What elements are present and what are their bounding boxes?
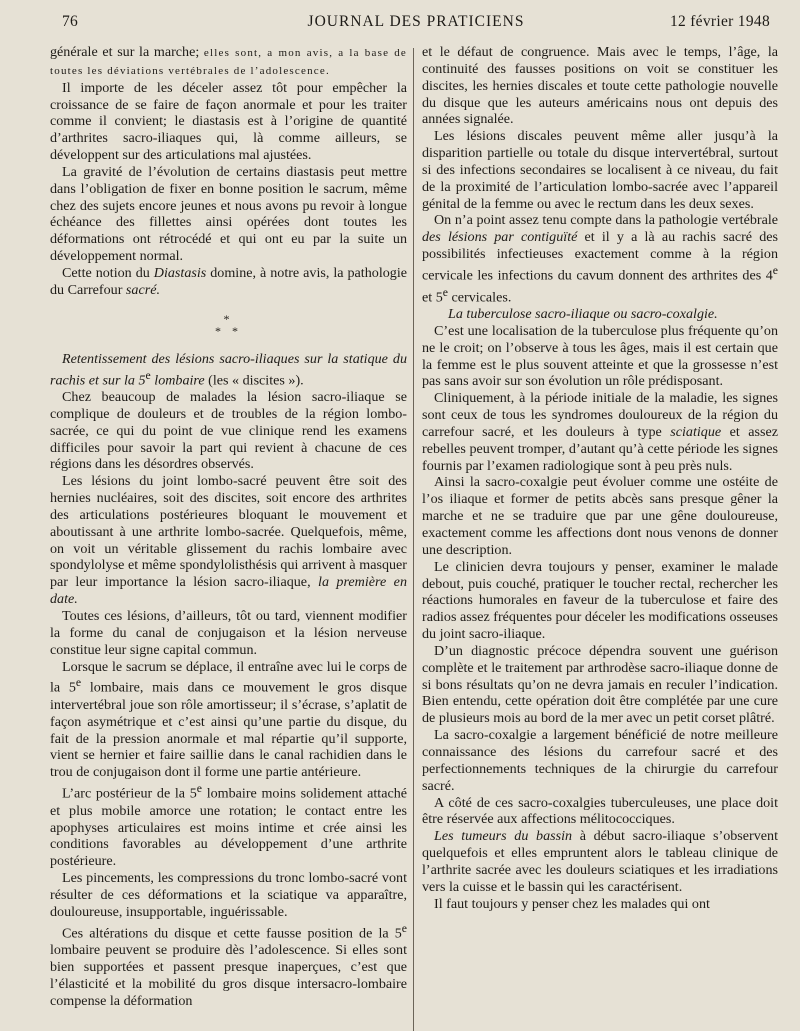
paragraph: Lorsque le sacrum se déplace, il entraîne avec lui le corps de la 5e lombaire, mais dans ce mouvement le gros disque intervertébral joue son rôle amortisseur; il s’écrase, s’aplatit de façon asymétrique et c’est ainsi qu’une partie du disque, du fait de la pression anormale et mal répartie qu’il supporte, vient se hernier et faire saillie dans le canal rachidien dans le trou de conjugaison dont il forme une partie antérieure.	[50, 658, 407, 781]
section-title: Retentissement des lésions sacro-iliaques sur la statique du rachis et sur la 5e lombaire (les « discites »).	[50, 350, 407, 389]
paragraph: C’est une localisation de la tuberculose plus fréquente qu’on ne le croit; on l’observe à tous les âges, mais il est certain que la femme est le plus souvent atteinte et que la grossesse n’est pas sans avoir sur son évolution un rôle prédisposant.	[422, 322, 778, 390]
paragraph: A côté de ces sacro-coxalgies tuberculeuses, une place doit être réservée aux affections mélitococciques.	[422, 794, 778, 828]
section-title: La tuberculose sacro-iliaque ou sacro-coxalgie.	[448, 306, 718, 323]
paragraph: Les pincements, les compressions du tronc lombo-sacré vont résulter de ces déformations et la sciatique va apparaître, douloureuse, insupportable, inguérissable.	[50, 870, 407, 920]
paragraph: Les lésions discales peuvent même aller jusqu’à la disparition partielle ou totale du disque intervertébral, surtout si des infections secondaires se localisent à ce niveau, du fait de la proximité de l’articulation lombo-sacrée avec l’appareil génital de la femme ou avec le rectum dans les deux sexes.	[422, 128, 778, 212]
paragraph: Toutes ces lésions, d’ailleurs, tôt ou tard, viennent modifier la forme du canal de conjugaison et la lésion nerveuse constitue leur signe capital commun.	[50, 608, 407, 658]
column-divider	[413, 48, 414, 1031]
section-separator-asterisks: * * *	[215, 311, 242, 338]
paragraph: Les tumeurs du bassin à début sacro-iliaque s’observent quelquefois et elles empruntent alors le tableau clinique de l’arthrite sacrée avec les douleurs sciatiques et les irradiations vers la cuisse et le bassin qui les caractérisent.	[422, 828, 778, 895]
paragraph: Il importe de les déceler assez tôt pour empêcher la croissance de se faire de façon anormale et pour les traiter comme il convient; le diastasis est à l’origine de quantité d’arthrites sacro-iliaques qui, là comme ailleurs, se développent sur des articulations mal ajustées.	[50, 79, 407, 164]
paragraph: Chez beaucoup de malades la lésion sacro-iliaque se complique de douleurs et de troubles de la région lombo-sacrée, ce qui du point de vue clinique rend les examens difficiles pour savoir la part qui revient à chacune de ces régions dans les désordres observés.	[50, 389, 407, 473]
paragraph: Ces altérations du disque et cette fausse position de la 5e lombaire peuvent se produire dès l’adolescence. Si elles sont bien supportées et passent presque inaperçues, c’est que l’élasticité et la mobilité du gros disque intersacro-lombaire compense la déformation	[50, 921, 407, 1009]
paragraph: D’un diagnostic précoce dépendra souvent une guérison complète et le traitement par arthrodèse sacro-iliaque donne de si bons résultats qu’on ne devra jamais en reculer l’indication. Bien entendu, cette opération doit être complétée par une cure de plusieurs mois au bord de la mer avec un petit corset plâtré.	[422, 642, 778, 727]
paragraph: Les lésions du joint lombo-sacré peuvent être soit des hernies nucléaires, soit des discites, soit encore des arthrites des articulations postérieures bloquant le mouvement et aboutissant à une arthrite lombo-sacrée. Quelquefois, même, on voit un véritable glissement du rachis lombaire avec spondylolyse et même spondylolisthésis qui arrivent à masquer par leur importance la lésion sacro-iliaque, la première en date.	[50, 473, 407, 608]
left-column	[50, 44, 407, 1031]
paragraph: On n’a point assez tenu compte dans la pathologie vertébrale des lésions par contiguïté et il y a là au rachis sacré des possibilités infectieuses exactement comme à la région cervicale les infections du cavum donnent des arthrites des 4e et 5e cervicales.	[422, 212, 778, 306]
paragraph: Ainsi la sacro-coxalgie peut évoluer comme une ostéite de l’os iliaque et former de petits abcès sans presque gêner la marche et ne se traduire que par une gêne douloureuse, exactement comme les affections dont nous venons de donner une description.	[422, 474, 778, 558]
paragraph: Cliniquement, à la période initiale de la maladie, les signes sont ceux de tous les syndromes douloureux de la région du carrefour sacré, et les douleurs à type sciatique et assez rebelles peuvent tromper, d’autant qu’à cette période les signes fournis par l’examen radiologique sont à peu près nuls.	[422, 390, 778, 474]
paragraph: Cette notion du Diastasis domine, à notre avis, la pathologie du Carrefour sacré.	[50, 264, 407, 298]
issue-date: 12 février 1948	[669, 13, 770, 30]
paragraph: Le clinicien devra toujours y penser, examiner le malade debout, puis couché, pratiquer le toucher rectal, rechercher les réactions humorales en faveur de la tuberculose et faire des radios assez fréquentes pour déceler les modifications osseuses du joint sacro-iliaque.	[422, 558, 778, 643]
running-header	[62, 13, 770, 35]
paragraph: La gravité de l’évolution de certains diastasis peut mettre dans l’obligation de fixer en bonne position le sacrum, même chez des sujets encore jeunes et nous avons pu revoir à longue échéance des fillettes ainsi opérées dont toutes les déformations ont rétrocédé et qui ont eu par la suite un développement normal.	[50, 163, 407, 265]
paragraph: La sacro-coxalgie a largement bénéficié de notre meilleure connaissance des lésions du carrefour sacré et des perfectionnements techniques de la chirurgie du carrefour sacré.	[422, 727, 778, 794]
page-number: 76	[62, 13, 79, 30]
paragraph: générale et sur la marche; elles sont, a mon avis, a la base de toutes les déviations vertébrales de l’adolescence.	[50, 44, 407, 77]
paragraph: L’arc postérieur de la 5e lombaire moins solidement attaché et plus mobile amorce une rotation; le contact entre les apophyses articulaires est moins intime et crée ainsi les conditions favorables au développement d’une arthrite postérieure.	[50, 782, 407, 870]
small-caps-emphasis: elles sont, a mon avis, a la base de toutes les déviations vertébrales de l’adolescence.	[50, 47, 407, 77]
paragraph: et le défaut de congruence. Mais avec le temps, l’âge, la continuité des fausses positions on voit se constituer les discites, les hernies discales et toute cette pathologie nouvelle du disque que les auteurs américains nous ont depuis des années signalée.	[422, 44, 778, 128]
paragraph: Il faut toujours y penser chez les malades qui ont	[434, 895, 710, 912]
journal-title: JOURNAL DES PRATICIENS	[307, 13, 525, 30]
right-column	[422, 44, 778, 1031]
